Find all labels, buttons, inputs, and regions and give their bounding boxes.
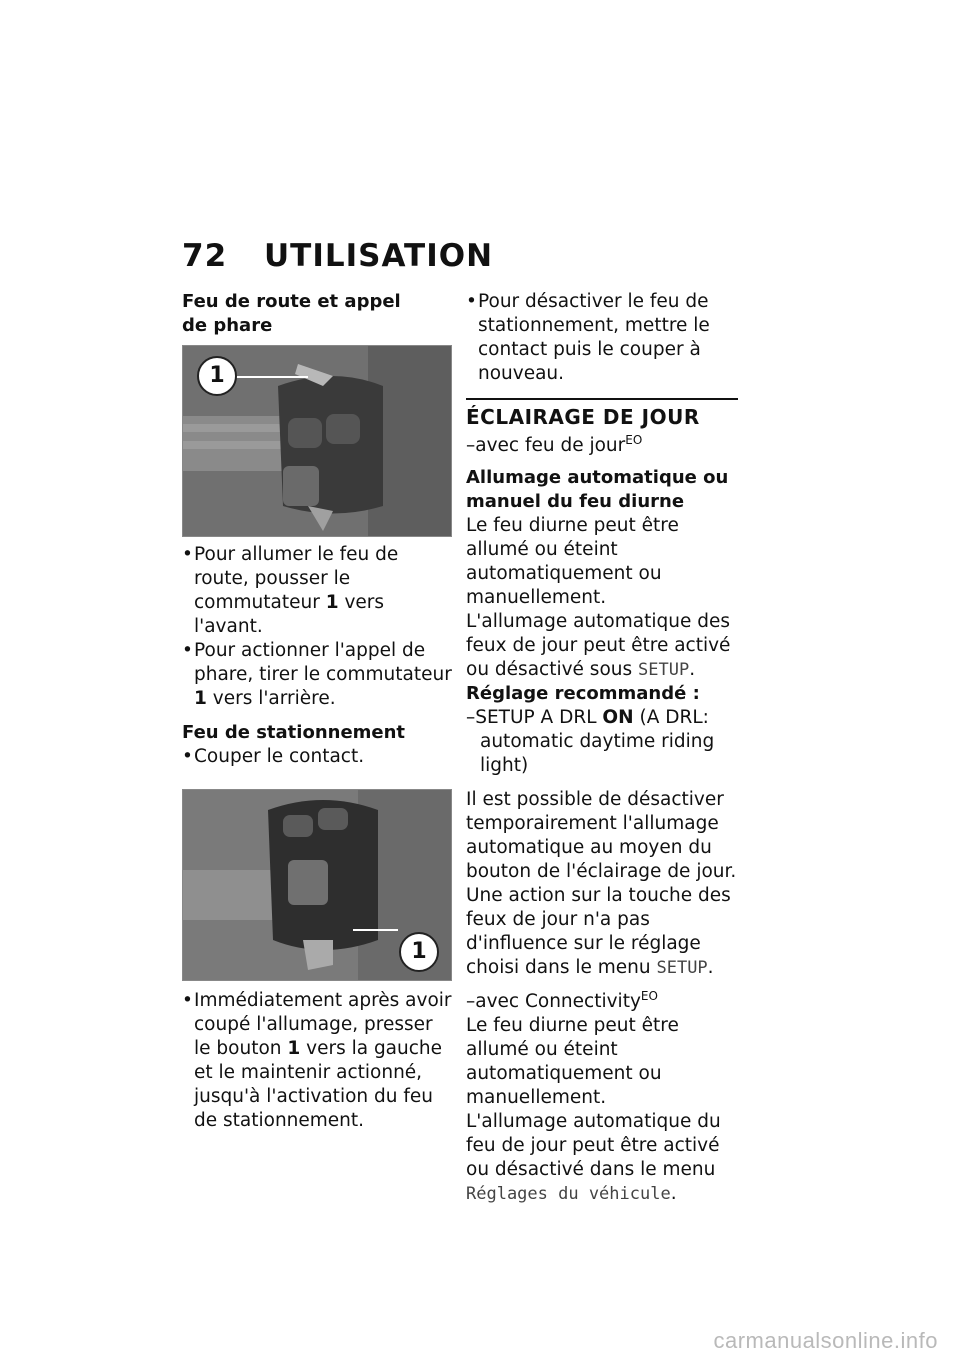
left-column: [182, 290, 452, 1133]
bullet-ignition-off: • Couper le contact.: [182, 746, 365, 767]
callout-1: 1: [197, 356, 237, 396]
equipment-note-drl: –avec feu de jour$^{EO}$: [466, 432, 643, 456]
watermark-text: carmanualsonline.info: [713, 1328, 938, 1353]
page-section-title: UTILISATION: [264, 238, 494, 274]
bullet-headlight-flasher: • Pour actionner l'appel de phare, tirer le commutateur 1 vers l'arrière.: [182, 640, 452, 709]
page-number: 72: [182, 238, 228, 274]
figure-left-switch-bottom: [182, 789, 452, 981]
callout-1: 1: [399, 932, 439, 972]
paragraph-temporary-disable: Il est possible de désactiver temporairement l'allumage automatique au moyen du bouton de l'éclairage de jour. Une action sur la touche des feux de jour n'a pas d'influence sur le réglage choisi dans le menu SETUP.: [466, 789, 737, 978]
bullet-dot-icon: •: [182, 544, 193, 565]
optional-equipment-badge: EO: [640, 988, 658, 1003]
heading-high-beam: Feu de route et appel de phare: [182, 291, 401, 336]
section-title-daytime-light: ÉCLAIRAGE DE JOUR: [466, 405, 700, 429]
right-column: [466, 290, 738, 1206]
bullet-parking-activation: • Immédiatement après avoir coupé l'allumage, presser le bouton 1 vers la gauche et le maintenir actionné, jusqu'à l'activation du feu de stationnement.: [182, 990, 452, 1131]
page-header: [182, 238, 493, 274]
bullet-high-beam: • Pour allumer le feu de route, pousser le commutateur 1 vers l'avant.: [182, 544, 399, 637]
section-divider: [466, 398, 738, 400]
recommended-setting-value: –SETUP A DRL ON (A DRL: automatic daytime riding light): [466, 707, 715, 776]
paragraph-connectivity-intro: Le feu diurne peut être allumé ou éteint automatiquement ou manuellement.: [466, 1015, 679, 1108]
footer: [0, 1320, 960, 1362]
figure-left-switch-top: [182, 345, 452, 537]
paragraph-drl-setup: L'allumage automatique des feux de jour peut être activé ou désactivé sous SETUP.: [466, 611, 731, 680]
equipment-note-connectivity: –avec Connectivity$^{EO}$: [466, 988, 658, 1012]
bullet-dot-icon: •: [182, 746, 193, 767]
heading-recommended-setting: Réglage recommandé :: [466, 683, 700, 704]
optional-equipment-badge: EO: [625, 432, 643, 447]
heading-parking-light: Feu de stationnement: [182, 722, 406, 743]
paragraph-drl-intro: Le feu diurne peut être allumé ou éteint automatiquement ou manuellement.: [466, 515, 679, 608]
bullet-dot-icon: •: [182, 990, 193, 1011]
bullet-parking-deactivate: • Pour désactiver le feu de stationnement, mettre le contact puis le couper à nouveau.: [466, 291, 710, 384]
paragraph-connectivity-menu: L'allumage automatique du feu de jour peut être activé ou désactivé dans le menu Réglages du véhicule.: [466, 1111, 721, 1204]
bullet-dot-icon: •: [182, 640, 193, 661]
heading-auto-manual: Allumage automatique ou manuel du feu diurne: [466, 467, 729, 512]
bullet-dot-icon: •: [466, 291, 477, 312]
